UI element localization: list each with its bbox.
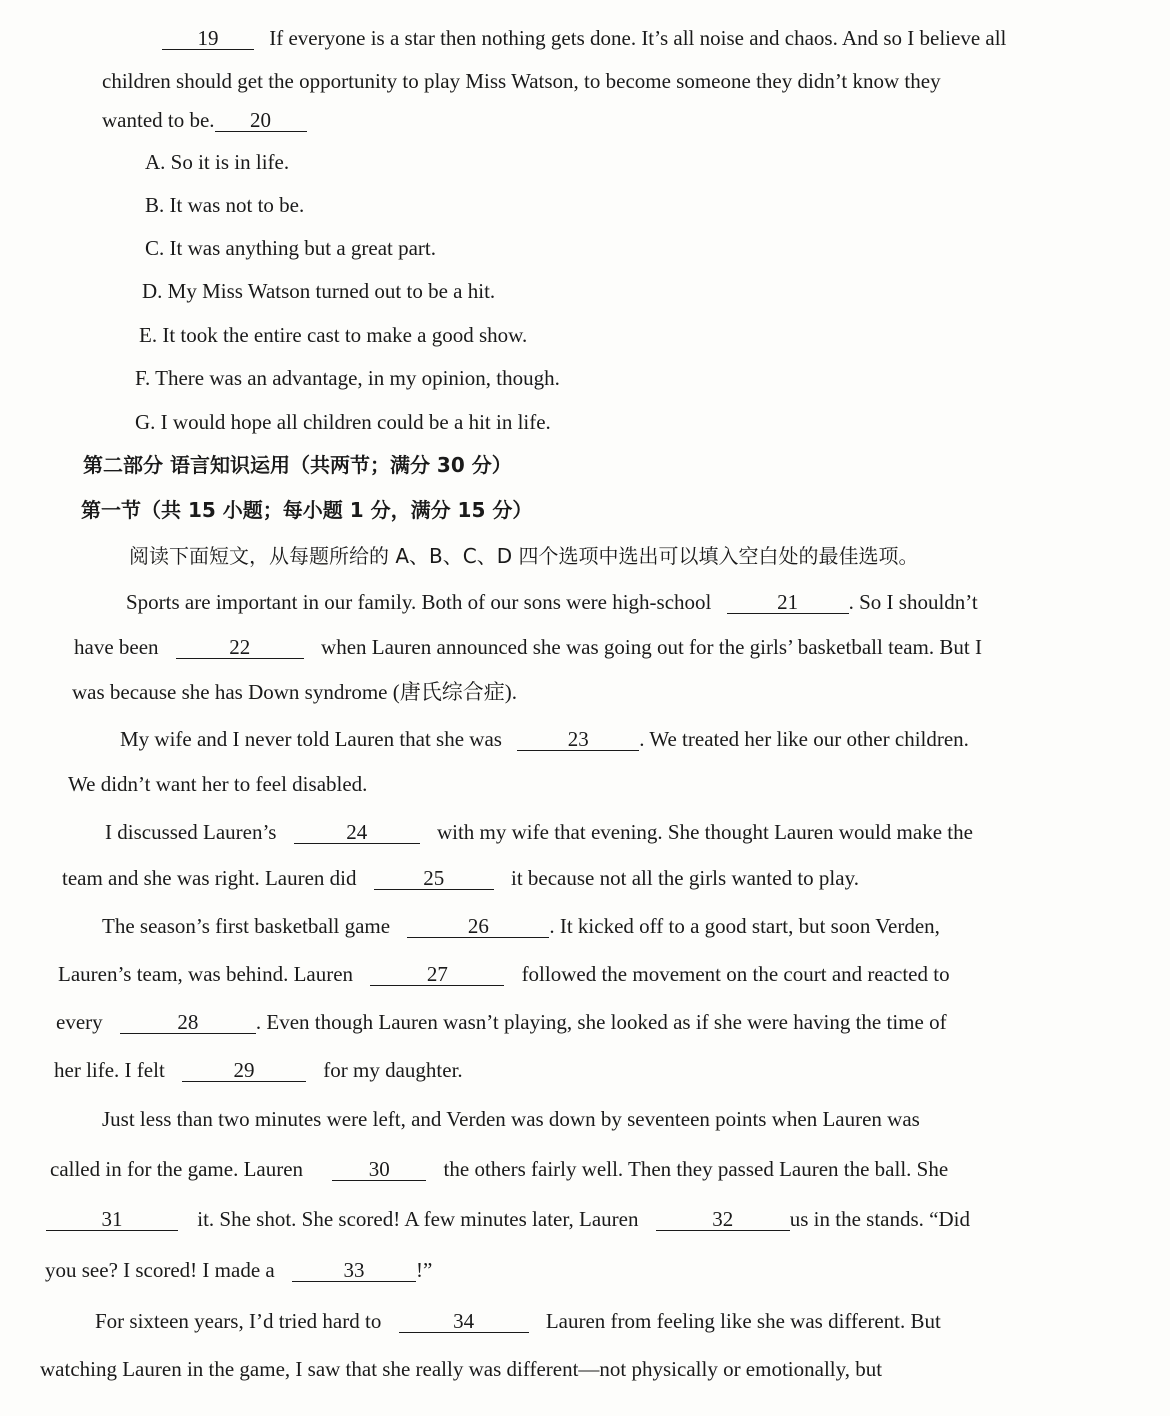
option-a: A. So it is in life. <box>145 150 290 174</box>
text-line: watching Lauren in the game, I saw that she really was different—not physically or emotionally, but <box>40 1357 883 1381</box>
blank-19: 19 <box>162 27 254 50</box>
text-line: wanted to be. 20 <box>102 106 307 134</box>
text-line: was because she has Down syndrome (唐氏综合症). <box>72 680 517 704</box>
text-line: have been 22 when Lauren announced she was going out for the girls’ basketball team. But I <box>74 635 982 659</box>
blank-23: 23 <box>517 728 639 751</box>
text-line: you see? I scored! I made a 33 !” <box>45 1258 433 1282</box>
text-line: her life. I felt 29 for my daughter. <box>54 1058 463 1082</box>
blank-26: 26 <box>407 915 549 938</box>
section-title: 第一节（共 15 小题；每小题 1 分，满分 15 分） <box>81 498 533 522</box>
option-g: G. I would hope all children could be a hit in life. <box>135 410 551 434</box>
text-line: My wife and I never told Lauren that she was 23 . We treated her like our other children. <box>120 727 969 751</box>
blank-31: 31 <box>46 1208 178 1231</box>
option-d: D. My Miss Watson turned out to be a hit. <box>142 279 496 303</box>
blank-30: 30 <box>332 1158 426 1181</box>
part-title: 第二部分 语言知识运用（共两节；满分 30 分） <box>83 453 512 477</box>
text-line: Lauren’s team, was behind. Lauren 27 followed the movement on the court and reacted to <box>58 962 950 986</box>
blank-29: 29 <box>182 1059 306 1082</box>
blank-20: 20 <box>215 109 307 132</box>
text-line: Sports are important in our family. Both of our sons were high-school 21 . So I shouldn’t <box>126 590 978 614</box>
text-line: team and she was right. Lauren did 25 it because not all the girls wanted to play. <box>62 866 859 890</box>
option-f: F. There was an advantage, in my opinion, though. <box>135 366 560 390</box>
blank-22: 22 <box>176 636 304 659</box>
blank-34: 34 <box>399 1310 529 1333</box>
blank-21: 21 <box>727 591 849 614</box>
blank-28: 28 <box>120 1011 256 1034</box>
blank-24: 24 <box>294 821 420 844</box>
blank-25: 25 <box>374 867 494 890</box>
option-e: E. It took the entire cast to make a good show. <box>139 323 528 347</box>
blank-33: 33 <box>292 1259 416 1282</box>
text-line: 31 it. She shot. She scored! A few minutes later, Lauren 32 us in the stands. “Did <box>46 1205 970 1233</box>
text-line: children should get the opportunity to play Miss Watson, to become someone they didn’t know they <box>102 69 941 93</box>
blank-32: 32 <box>656 1208 790 1231</box>
option-b: B. It was not to be. <box>145 193 305 217</box>
text-line: I discussed Lauren’s 24 with my wife that evening. She thought Lauren would make the <box>105 820 973 844</box>
text-line: The season’s first basketball game 26 . It kicked off to a good start, but soon Verden, <box>102 914 940 938</box>
option-c: C. It was anything but a great part. <box>145 236 437 260</box>
text-line: every 28 . Even though Lauren wasn’t playing, she looked as if she were having the time of <box>56 1010 947 1034</box>
text-line: We didn’t want her to feel disabled. <box>68 772 368 796</box>
blank-27: 27 <box>370 963 504 986</box>
instruction: 阅读下面短文，从每题所给的 A、B、C、D 四个选项中选出可以填入空白处的最佳选项。 <box>129 544 919 568</box>
text-line: For sixteen years, I’d tried hard to 34 Lauren from feeling like she was different. But <box>95 1309 941 1333</box>
text-line: 19 If everyone is a star then nothing gets done. It’s all noise and chaos. And so I believe all <box>162 24 1006 52</box>
text-line: called in for the game. Lauren 30 the others fairly well. Then they passed Lauren the ball. She <box>50 1157 949 1181</box>
text-line: Just less than two minutes were left, and Verden was down by seventeen points when Lauren was <box>102 1107 920 1131</box>
